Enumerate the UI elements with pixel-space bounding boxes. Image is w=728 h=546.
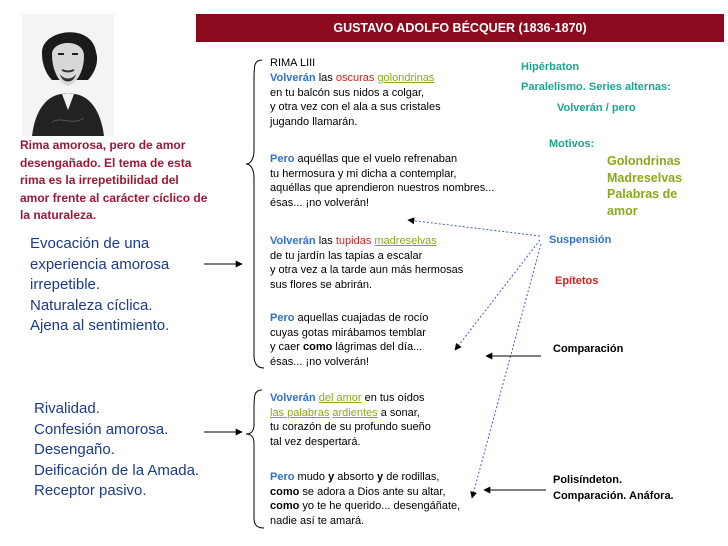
page-title: GUSTAVO ADOLFO BÉCQUER (1836-1870) <box>333 21 587 35</box>
poem-line: ésas... ¡no volverán! <box>270 355 370 368</box>
verb-volveran: Volverán <box>270 72 316 84</box>
word: aquellas cuajadas de rocío <box>294 312 429 324</box>
epithet-ardientes: ardientes <box>332 406 378 419</box>
summary-line: Receptor pasivo. <box>34 482 147 499</box>
motivo-item: Palabras de <box>607 187 678 201</box>
noun-golondrinas: golondrinas <box>377 72 435 84</box>
motivo-item: Golondrinas <box>607 154 681 168</box>
poem-line: tu hermosura y mi dicha a contemplar, <box>270 167 457 180</box>
word: aquéllas que el vuelo refrenaban <box>294 153 458 165</box>
poem-line: y otra vez a la tarde aun más hermosas <box>270 264 464 277</box>
note-motivos: Motivos: <box>549 138 595 150</box>
brace-1 <box>246 60 264 368</box>
phrase-del-amor: del amor <box>318 392 362 404</box>
word-como: como <box>270 500 300 513</box>
phrase-las-palabras: las palabras <box>270 406 330 419</box>
note-volveran-pero: Volverán / pero <box>557 102 636 114</box>
note-comparacion: Comparación <box>553 343 624 355</box>
motivo-item: Madreselvas <box>607 170 683 185</box>
word-como: como <box>270 485 300 498</box>
word-y: y <box>377 471 384 483</box>
note-paralelismo: Paralelismo. Series alternas: <box>521 81 671 93</box>
word-pero: Pero <box>270 312 295 324</box>
word: yo te he querido... desengáñate, <box>299 500 461 513</box>
summary-line: Confesión amorosa. <box>34 420 169 438</box>
summary-line: Ajena al sentimiento. <box>30 317 170 334</box>
intro-line: desengañado. El tema de esta <box>20 155 192 170</box>
summary-line: Deificación de la Amada. <box>34 461 200 479</box>
word: y caer <box>270 341 304 354</box>
poem-line: ésas... ¡no volverán! <box>270 196 370 209</box>
poem-title: RIMA LIII <box>270 57 316 69</box>
summary-line: Desengaño. <box>34 441 115 458</box>
motivo-item: amor <box>607 203 638 218</box>
word: las <box>315 235 336 247</box>
summary-line: Naturaleza cíclica. <box>30 296 153 314</box>
intro-line: Rima amorosa, pero de amor <box>20 138 186 152</box>
summary-line: irrepetible. <box>30 276 101 293</box>
poem-line: aquéllas que aprendieron nuestros nombres... <box>270 182 495 195</box>
epithet: oscuras <box>335 72 375 84</box>
word: se adora a Dios ante su altar, <box>299 485 446 498</box>
verb-volveran: Volverán <box>270 392 316 404</box>
word: mudo <box>294 471 329 483</box>
word: lágrimas del día... <box>332 341 423 354</box>
intro-line: amor frente al carácter cíclico de <box>20 190 208 205</box>
arrow-suspension-3 <box>472 244 541 498</box>
word-y: y <box>328 471 335 483</box>
word: en tus oídos <box>361 392 425 404</box>
note-hiperbaton: Hipérbaton <box>521 61 580 73</box>
brace-2 <box>246 390 264 528</box>
word-pero: Pero <box>270 471 295 483</box>
arrow-suspension-1 <box>408 220 540 236</box>
word: absorto <box>334 471 378 483</box>
epithet: tupidas <box>335 235 372 247</box>
poem-line: cuyas gotas mirábamos temblar <box>270 326 426 339</box>
note-comparacion-anafora: Comparación. Anáfora. <box>553 490 674 502</box>
word: a sonar, <box>377 406 420 419</box>
intro-line: la naturaleza. <box>20 208 97 222</box>
poem-line: tal vez despertará. <box>270 435 361 448</box>
note-epitetos: Epítetos <box>555 275 599 287</box>
noun-madreselvas: madreselvas <box>374 235 437 247</box>
verb-volveran: Volverán <box>270 235 316 247</box>
poem-line: en tu balcón sus nidos a colgar, <box>270 86 425 99</box>
intro-line: rima es la irrepetibilidad del <box>20 173 179 187</box>
note-polisindeton: Polisíndeton. <box>553 474 623 486</box>
word-pero: Pero <box>270 153 295 165</box>
poem-line: sus flores se abrirán. <box>270 278 373 291</box>
word: las <box>315 72 336 84</box>
poem-line: de tu jardín las tapias a escalar <box>270 249 423 262</box>
summary-line: Rivalidad. <box>34 400 100 417</box>
poem-line: jugando llamarán. <box>270 115 358 128</box>
poem-line: tu corazón de su profundo sueño <box>270 421 431 434</box>
poem-line: y otra vez con el ala a sus cristales <box>270 101 441 114</box>
note-suspension: Suspensión <box>549 234 612 246</box>
summary-line: experiencia amorosa <box>30 255 170 273</box>
word: de rodillas, <box>383 471 440 483</box>
poem-line: nadie así te amará. <box>270 514 365 527</box>
word-como: como <box>303 341 333 354</box>
summary-line: Evocación de una <box>30 235 150 252</box>
